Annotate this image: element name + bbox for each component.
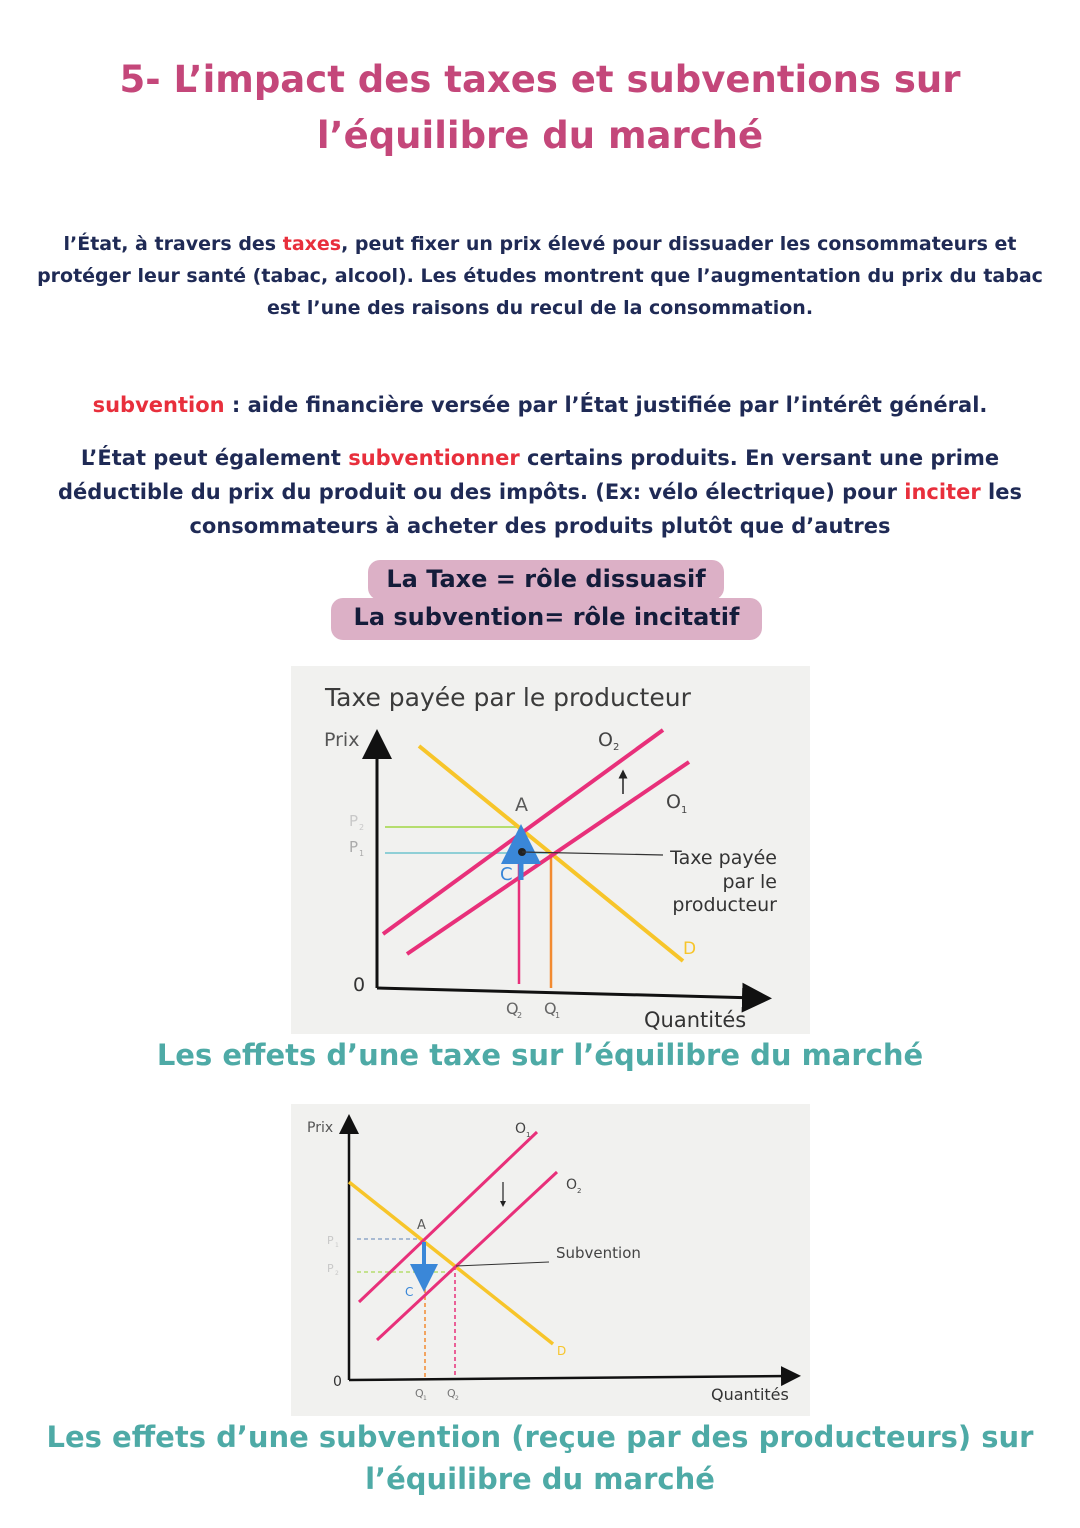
caption-subsidy-line-2: l’équilibre du marché — [365, 1462, 715, 1496]
chart1-label-p2-sub: 2 — [359, 823, 365, 832]
chart1-x-axis — [377, 988, 757, 998]
chart2-annotation: Subvention — [556, 1244, 641, 1262]
tax-diagram-svg — [291, 666, 810, 1034]
definition-term: subvention — [92, 393, 225, 417]
summary-tax-pill: La Taxe = rôle dissuasif — [368, 560, 724, 600]
chart2-label-p1: P — [327, 1234, 334, 1247]
chart1-label-o1-sub: 1 — [681, 805, 688, 816]
intro-highlight-taxes: taxes — [282, 233, 342, 255]
chart1-x-axis-label: Quantités — [644, 1008, 747, 1032]
chart2-label-o1: O — [515, 1121, 527, 1137]
chart1-label-p1-sub: 1 — [359, 849, 365, 858]
chart1-label-o1: O — [666, 791, 681, 813]
chart1-annotation-line1: Taxe payée — [670, 847, 777, 869]
page-title — [40, 52, 1040, 164]
tax-diagram — [291, 666, 810, 1034]
chart2-label-o2-sub: 2 — [577, 1187, 582, 1195]
chart1-supply-o2 — [383, 730, 663, 934]
chart1-y-axis-label: Prix — [324, 729, 360, 751]
chart2-label-o1-sub: 1 — [526, 1131, 531, 1139]
chart2-y-axis-label: Prix — [307, 1120, 334, 1136]
chart1-label-a: A — [515, 794, 528, 816]
subsidy-highlight-subventionner: subventionner — [348, 446, 520, 470]
chart1-label-q2: Q — [506, 999, 519, 1018]
chart1-label-q1: Q — [544, 999, 557, 1018]
chart2-label-o2: O — [566, 1177, 578, 1193]
definition-line — [20, 388, 1060, 422]
chart2-origin: 0 — [333, 1374, 342, 1390]
chart1-label-p2: P — [349, 812, 359, 830]
chart2-label-p2-sub: 2 — [335, 1270, 339, 1277]
chart1-label-c: C — [500, 864, 513, 885]
chart1-label-q2-sub: 2 — [517, 1011, 523, 1020]
chart2-label-p1-sub: 1 — [335, 1242, 339, 1249]
intro-text-2: , peut fixer un prix élevé pour dissuader les consommateurs et protéger leur santé (tabac, alcool). Les études montrent que l’augmentation du prix du tabac est l’une des raisons du recul de la consommation. — [37, 233, 1043, 319]
chart2-label-q1: Q — [415, 1387, 424, 1400]
intro-paragraph — [20, 228, 1060, 324]
chart1-annotation-line3: producteur — [672, 894, 777, 916]
intro-text-1: l’État, à travers des — [63, 233, 283, 255]
title-line-2: l’équilibre du marché — [316, 114, 764, 157]
subsidy-paragraph — [20, 441, 1060, 543]
subsidy-text-2: certains produits. En versant une prime déductible du prix du produit ou des impôts. (Ex: vélo électrique) pour — [58, 446, 1000, 504]
chart2-label-d: D — [557, 1344, 567, 1358]
caption-subsidy — [20, 1416, 1060, 1500]
chart2-label-q2: Q — [447, 1387, 456, 1400]
chart2-label-q1-sub: 1 — [423, 1395, 427, 1402]
chart2-label-c: C — [405, 1285, 414, 1299]
caption-tax: Les effets d’une taxe sur l’équilibre du marché — [156, 1038, 924, 1072]
caption-subsidy-line-1: Les effets d’une subvention (reçue par des producteurs) sur — [46, 1420, 1034, 1454]
chart2-label-q2-sub: 2 — [455, 1395, 459, 1402]
definition-text: : aide financière versée par l’État justifiée par l’intérêt général. — [224, 393, 988, 417]
subsidy-highlight-inciter: inciter — [904, 480, 981, 504]
title-line-1: 5- L’impact des taxes et subventions sur — [119, 58, 961, 101]
chart1-title: Taxe payée par le producteur — [325, 683, 691, 712]
chart2-x-axis — [349, 1376, 791, 1380]
chart2-x-axis-label: Quantités — [711, 1385, 789, 1404]
subsidy-diagram — [291, 1104, 810, 1416]
chart1-label-o2: O — [598, 729, 613, 751]
chart2-label-p2: P — [327, 1262, 334, 1275]
chart1-origin: 0 — [353, 974, 366, 996]
chart1-label-p1: P — [349, 838, 359, 856]
chart1-label-o2-sub: 2 — [613, 742, 620, 753]
chart1-label-q1-sub: 1 — [555, 1011, 561, 1020]
chart1-label-d: D — [683, 939, 697, 959]
chart2-annotation-leader — [456, 1262, 549, 1266]
summary-subsidy-pill: La subvention= rôle incitatif — [331, 598, 762, 640]
subsidy-text-1: L’État peut également — [80, 446, 349, 470]
subsidy-diagram-svg — [291, 1104, 810, 1416]
chart2-label-a: A — [417, 1218, 426, 1233]
chart1-annotation-line2: par le — [722, 871, 777, 893]
subsidy-text-3: les consommateurs à acheter des produits plutôt que d’autres — [189, 480, 1022, 538]
chart1-supply-o1 — [407, 762, 689, 954]
